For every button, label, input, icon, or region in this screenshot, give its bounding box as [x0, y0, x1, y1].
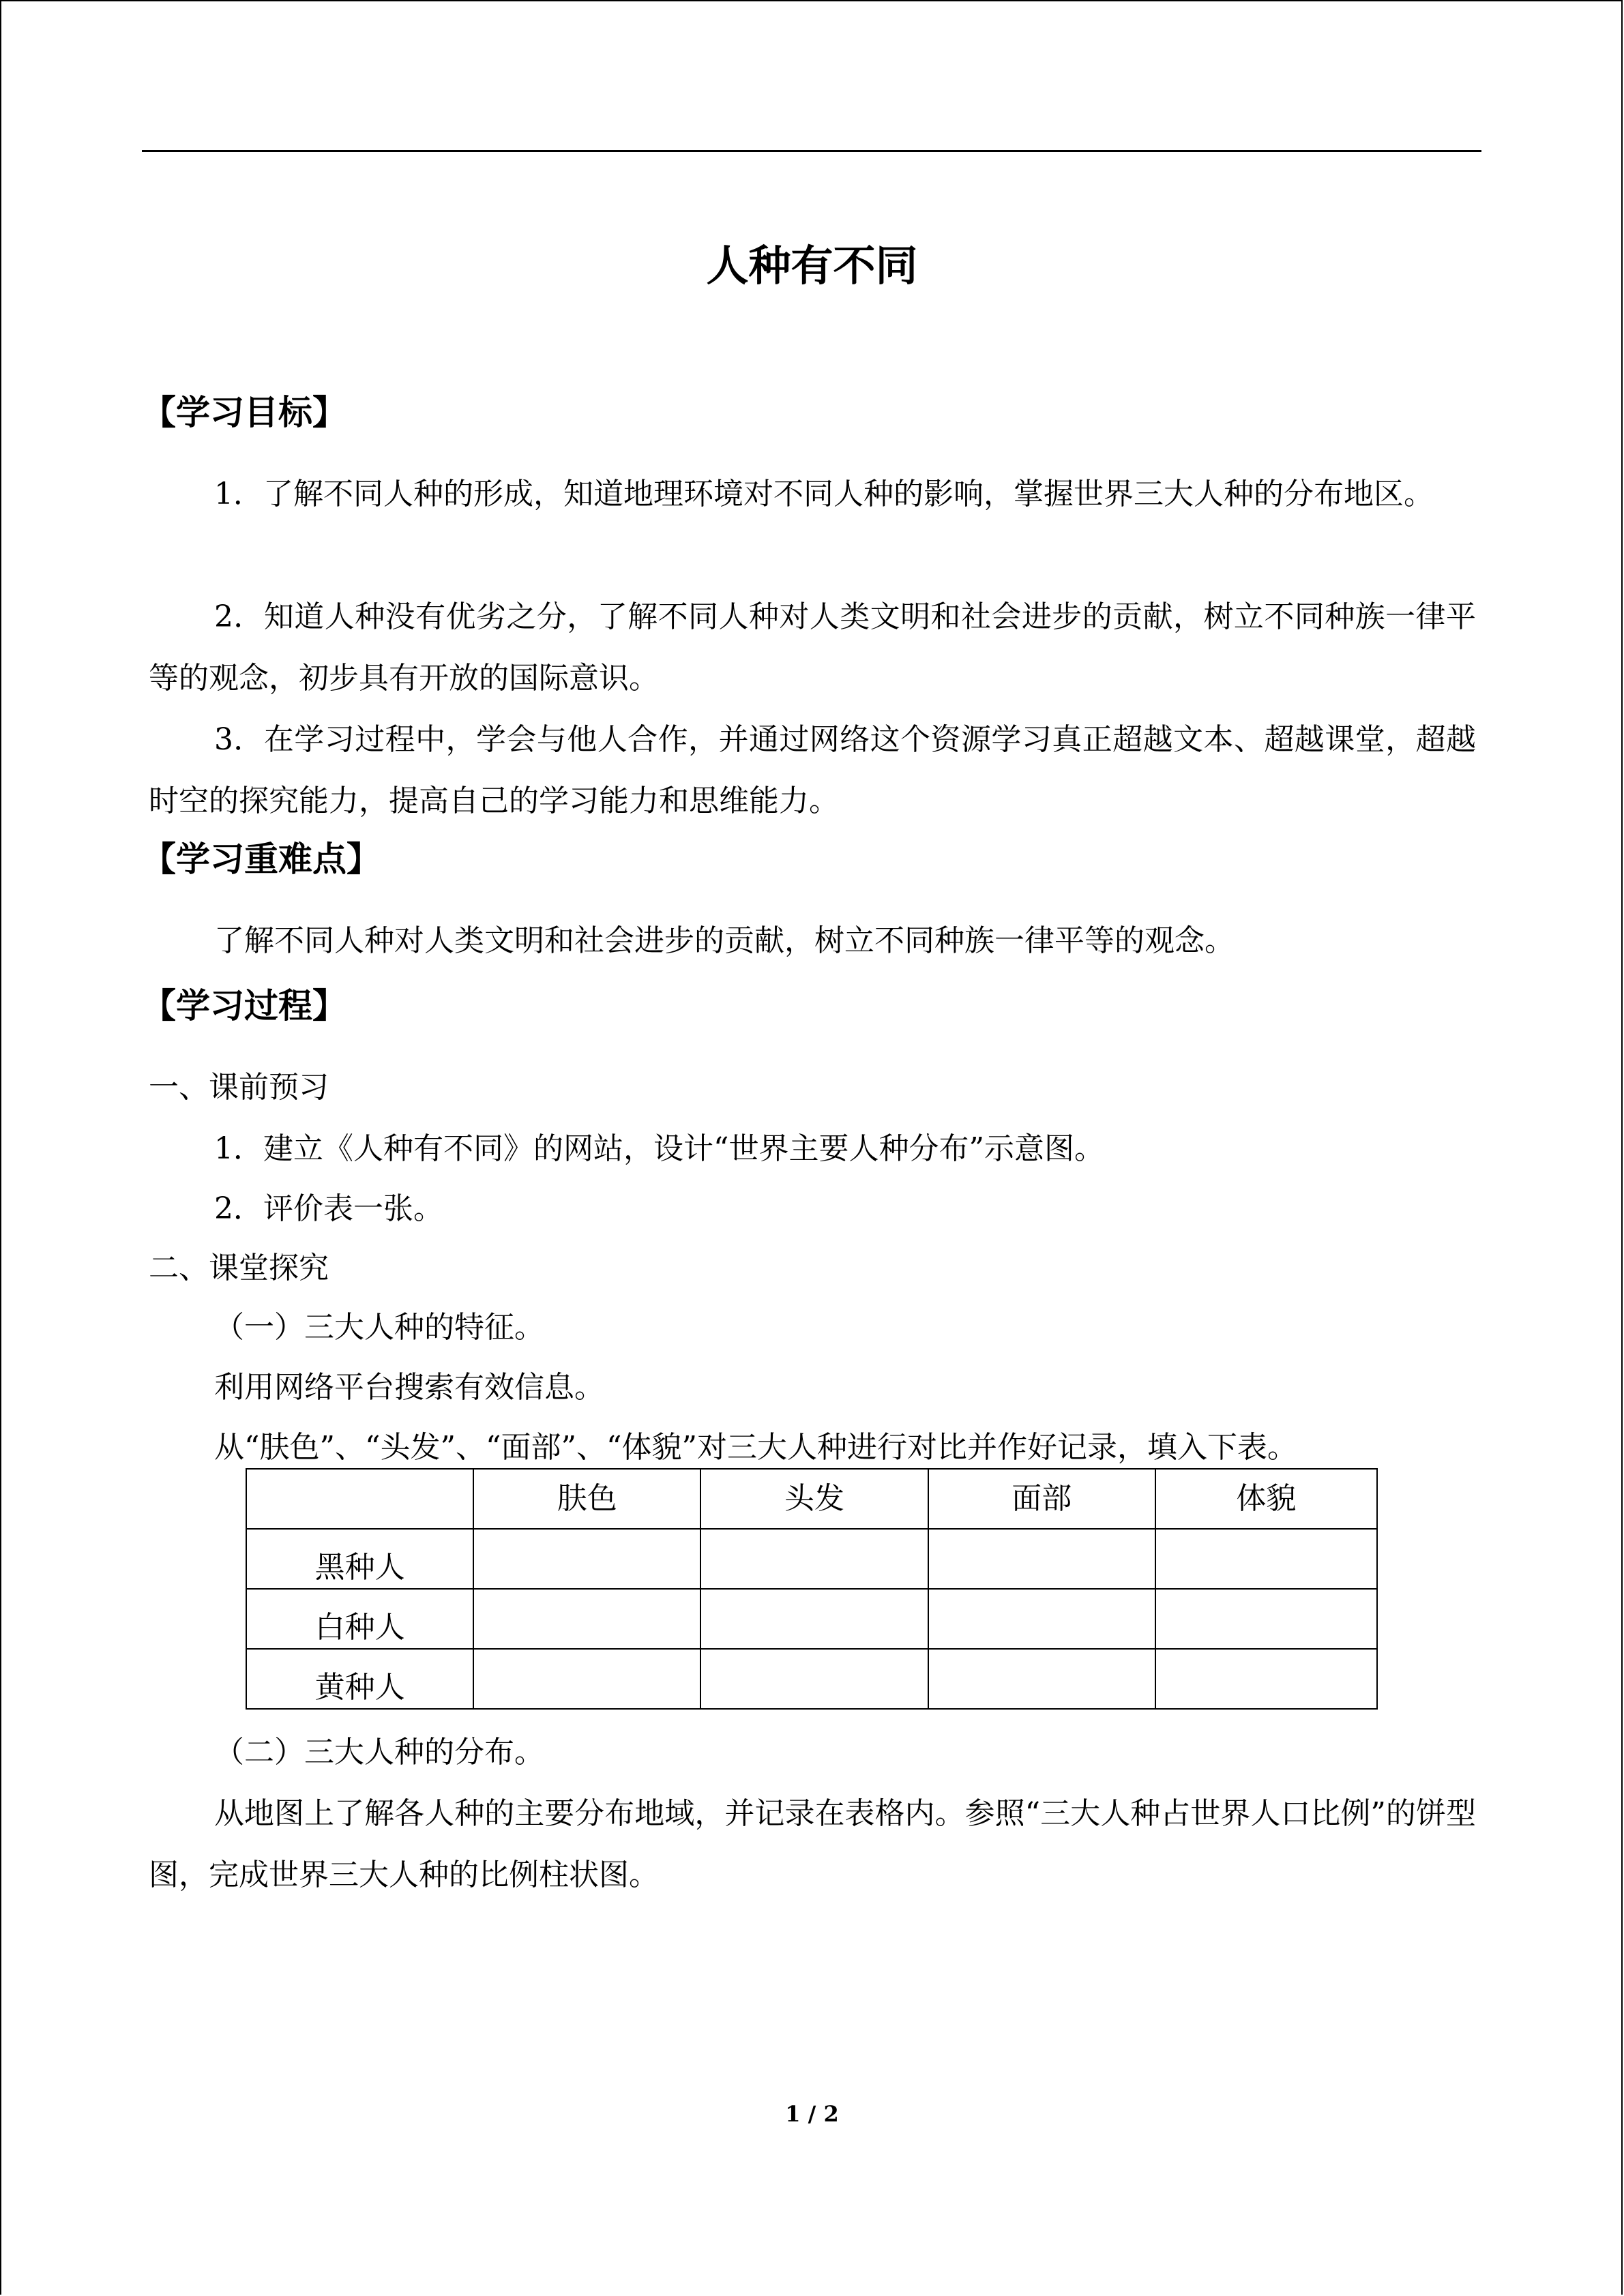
table-header-cell: 头发 [700, 1469, 928, 1529]
table-cell [1155, 1649, 1377, 1709]
table-cell [1155, 1529, 1377, 1589]
table-row-label: 黄种人 [246, 1649, 473, 1709]
table-header-cell: 面部 [928, 1469, 1155, 1529]
page-number: 1 / 2 [785, 2101, 839, 2127]
table-row-label: 白种人 [246, 1589, 473, 1649]
key-points-heading: 【学习重难点】 [142, 839, 381, 879]
table-cell [473, 1529, 700, 1589]
inquiry-title: 二、课堂探究 [149, 1251, 329, 1285]
preview-title: 一、课前预习 [149, 1070, 329, 1105]
preview-item-1: 1．建立《人种有不同》的网站，设计“世界主要人种分布”示意图。 [214, 1131, 1104, 1166]
inquiry-sub1-line1: 利用网络平台搜索有效信息。 [214, 1370, 604, 1405]
objectives-heading: 【学习目标】 [142, 393, 346, 432]
table-cell [700, 1529, 928, 1589]
table-cell [700, 1589, 928, 1649]
objective-item-3: 3．在学习过程中，学会与他人合作，并通过网络这个资源学习真正超越文本、超越课堂，超越时空的探究能力，提高自己的学习能力和思维能力。 [149, 722, 1476, 818]
inquiry-sub2-text: 从地图上了解各人种的主要分布地域，并记录在表格内。参照“三大人种占世界人口比例”的饼型图，完成世界三大人种的比例柱状图。 [149, 1796, 1476, 1892]
table-cell [928, 1589, 1155, 1649]
inquiry-sub1-line2: 从“肤色”、“头发”、“面部”、“体貌”对三大人种进行对比并作好记录，填入下表。 [214, 1430, 1297, 1465]
race-features-table [246, 1468, 1378, 1710]
inquiry-sub1-title: （一）三大人种的特征。 [214, 1310, 544, 1345]
key-points-text: 了解不同人种对人类文明和社会进步的贡献，树立不同种族一律平等的观念。 [214, 923, 1235, 958]
table-row [246, 1649, 1377, 1709]
table-row [246, 1529, 1377, 1589]
table-header-cell: 体貌 [1155, 1469, 1377, 1529]
objective-item-1: 1．了解不同人种的形成，知道地理环境对不同人种的影响，掌握世界三大人种的分布地区。 [214, 477, 1434, 511]
table-cell [1155, 1589, 1377, 1649]
table-header-row [246, 1469, 1377, 1529]
preview-item-2: 2．评价表一张。 [214, 1191, 443, 1226]
document-title: 人种有不同 [706, 240, 918, 290]
process-heading: 【学习过程】 [142, 986, 346, 1026]
table-cell [473, 1649, 700, 1709]
header-rule [142, 150, 1481, 152]
table-row [246, 1589, 1377, 1649]
table-cell [473, 1589, 700, 1649]
table-cell [928, 1529, 1155, 1589]
objective-item-2: 2．知道人种没有优劣之分，了解不同人种对人类文明和社会进步的贡献，树立不同种族一律平等的观念，初步具有开放的国际意识。 [149, 599, 1476, 696]
table-header-cell: 肤色 [473, 1469, 700, 1529]
table-cell [700, 1649, 928, 1709]
table-row-label: 黑种人 [246, 1529, 473, 1589]
table-header-cell [246, 1469, 473, 1529]
table-cell [928, 1649, 1155, 1709]
inquiry-sub2-title: （二）三大人种的分布。 [214, 1735, 544, 1770]
